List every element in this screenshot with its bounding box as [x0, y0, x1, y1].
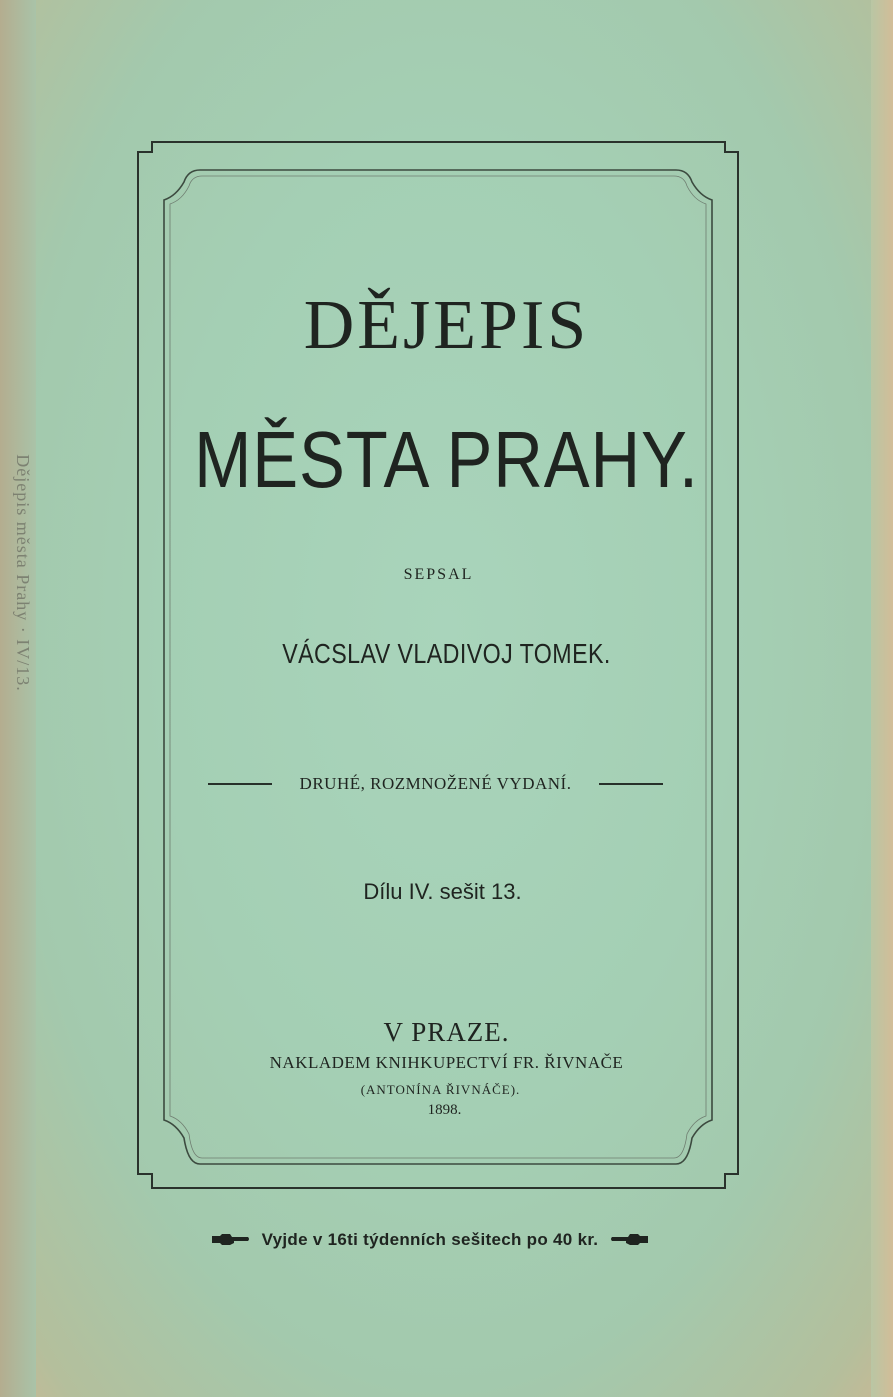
- subscription-notice-text: Vyjde v 16ti týdenních sešitech po 40 kr.: [261, 1230, 599, 1249]
- edition-label: DRUHÉ, ROZMNOŽENÉ VYDANÍ.: [299, 774, 572, 793]
- subscription-notice: [180, 1225, 680, 1255]
- edition-rule-left: [208, 783, 272, 785]
- spine-text: Dějepis města Prahy · IV/13.: [13, 454, 33, 692]
- byline-label: SEPSAL: [403, 566, 474, 583]
- part-number: Dílu IV. sešit 13.: [363, 879, 522, 904]
- pointing-hand-right-icon: [210, 1231, 250, 1249]
- edition-rule-right: [599, 783, 663, 785]
- imprint-owner: (ANTONÍNA ŘIVNÁČE).: [360, 1082, 521, 1097]
- edition-line: [208, 772, 663, 796]
- title-line-1: DĚJEPIS: [303, 287, 590, 364]
- pointing-hand-left-icon: [610, 1231, 650, 1249]
- author-name: VÁCSLAV VLADIVOJ TOMEK.: [282, 638, 611, 669]
- imprint-publisher: NAKLADEM KNIHKUPECTVÍ FR. ŘIVNAČE: [269, 1053, 624, 1072]
- imprint-city: V PRAZE.: [383, 1017, 510, 1047]
- imprint-year: 1898.: [427, 1102, 462, 1118]
- title-line-2: MĚSTA PRAHY.: [194, 415, 699, 504]
